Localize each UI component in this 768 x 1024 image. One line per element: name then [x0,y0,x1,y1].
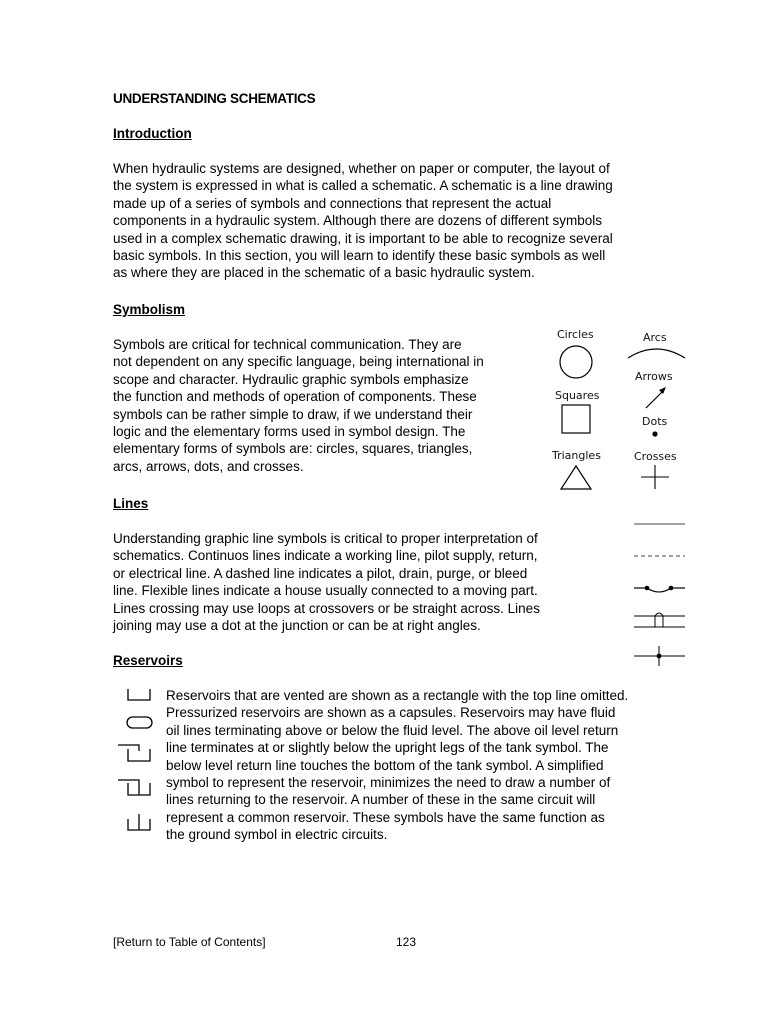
text-line: made up of a series of symbols and connections that represent the actual [113,195,552,211]
circle-symbol-icon [560,346,592,378]
triangle-symbol-icon [561,466,591,489]
text-line: used in a complex schematic drawing, it is important to be able to recognize several [113,230,613,246]
text-line: or electrical line. A dashed line indicates a pilot, drain, purge, or bleed [113,565,528,581]
text-line: represent a common reservoir. These symbols have the same function as [166,809,605,825]
cross-symbol-icon [641,465,669,489]
lines-paragraph [113,530,623,634]
text-line: arcs, arrows, dots, and crosses. [113,458,304,474]
heading-lines: Lines [113,496,149,511]
text-line: oil lines terminating above or below the fluid level. The above oil level return [166,722,619,738]
label-triangles: Triangles [552,449,601,462]
line-crossing-icon [634,613,685,627]
text-line: Understanding graphic line symbols is critical to proper interpretation of [113,531,538,546]
heading-introduction: Introduction [113,126,192,141]
heading-reservoirs: Reservoirs [113,653,183,668]
text-line: the ground symbol in electric circuits. [166,827,388,843]
page-title: UNDERSTANDING SCHEMATICS [113,91,316,106]
arrow-symbol-icon [646,387,666,408]
text-line: Lines crossing may use loops at crossovers or be straight across. Lines [113,600,540,616]
text-line: schematics. Continuos lines indicate a working line, pilot supply, return, [113,548,538,564]
text-line: line. Flexible lines indicate a house usually connected to a moving part. [113,583,538,599]
dot-symbol-icon [652,431,657,436]
flexible-line-icon [634,586,685,592]
heading-symbolism: Symbolism [113,302,186,317]
text-line: as where they are placed in the schematic of a basic hydraulic system. [113,265,535,281]
text-line: When hydraulic systems are designed, whether on paper or computer, the layout of [113,161,610,176]
text-line: the function and methods of operation of components. These [113,389,477,405]
text-line: elementary forms of symbols are: circles, squares, triangles, [113,441,473,457]
text-line: scope and character. Hydraulic graphic symbols emphasize [113,371,469,387]
pressurized-reservoir-icon [127,717,152,728]
text-line: symbols can be rather simple to draw, if we understand their [113,406,473,422]
text-line: not dependent on any specific language, being international in [113,354,484,370]
symbolism-paragraph [113,336,553,475]
label-crosses: Crosses [634,450,677,463]
text-line: joining may use a dot at the junction or can be at right angles. [113,618,481,634]
introduction-paragraph [113,160,713,282]
line-junction-icon [634,646,685,666]
text-line: below level return line touches the bottom of the tank symbol. A simplified [166,757,604,773]
text-line: Symbols are critical for technical communication. They are [113,337,462,352]
arc-symbol-icon [628,349,685,358]
label-arcs: Arcs [643,331,667,344]
text-line: basic symbols. In this section, you will learn to identify these basic symbols as well [113,248,606,264]
text-line: Reservoirs that are vented are shown as a rectangle with the top line omitted. [166,688,629,703]
reservoir-below-level-icon [118,780,150,795]
reservoir-above-level-icon [118,745,150,761]
label-arrows: Arrows [635,370,673,383]
text-line: components in a hydraulic system. Although there are dozens of different symbols [113,213,603,229]
vented-reservoir-icon [128,689,150,700]
square-symbol-icon [562,405,590,433]
reservoirs-paragraph [166,687,706,844]
reservoir-simplified-icon [128,814,150,830]
text-line: line terminates at or slightly below the upright legs of the tank symbol. The [166,740,609,756]
label-circles: Circles [557,328,594,341]
text-line: Pressurized reservoirs are shown as a capsules. Reservoirs may have fluid [166,705,616,721]
return-to-toc-link[interactable]: [Return to Table of Contents] [113,935,266,949]
label-squares: Squares [555,389,600,402]
text-line: lines returning to the reservoir. A number of these in the same circuit will [166,792,596,808]
label-dots: Dots [642,415,668,428]
text-line: the system is expressed in what is called a schematic. A schematic is a line drawing [113,178,613,194]
page-number: 123 [396,935,417,949]
text-line: symbol to represent the reservoir, minimizes the need to draw a number of [166,775,611,791]
text-line: logic and the elementary forms used in symbol design. The [113,424,466,440]
